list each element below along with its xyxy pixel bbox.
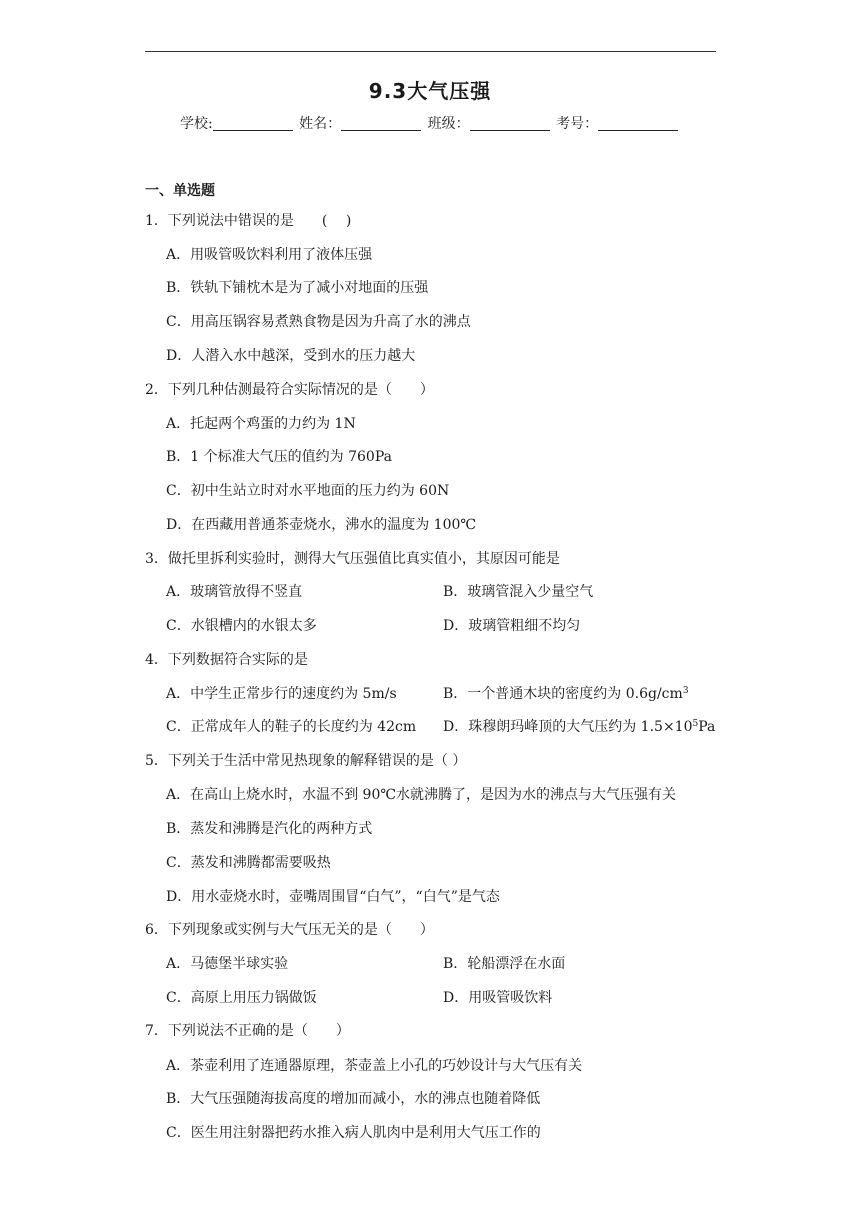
q6-option-b: B．轮船漂浮在水面	[443, 956, 566, 972]
q5-option-b: B．蒸发和沸腾是汽化的两种方式	[166, 821, 373, 837]
question-4: 4．下列数据符合实际的是	[145, 652, 308, 668]
question-2: 2．下列几种估测最符合实际情况的是（ ）	[145, 382, 434, 398]
school-label: 学校:	[180, 116, 213, 132]
name-label: 姓名：	[299, 116, 342, 132]
q4-option-b: B．一个普通木块的密度约为 $0.6g/cm^3$	[443, 686, 689, 702]
q1-option-b: B．铁轨下铺枕木是为了减小对地面的压强	[166, 280, 429, 296]
q2-option-c: C．初中生站立时对水平地面的压力约为 60N	[166, 483, 450, 499]
header-rule	[145, 51, 716, 52]
page-title: 9.3大气压强	[368, 79, 492, 103]
name-blank[interactable]	[341, 116, 421, 131]
q3-option-c: C．水银槽内的水银太多	[166, 618, 317, 634]
school-blank[interactable]	[213, 116, 293, 131]
q7-option-c: C．医生用注射器把药水推入病人肌肉中是利用大气压工作的	[166, 1125, 541, 1141]
exam-no-blank[interactable]	[598, 116, 678, 131]
q4-option-c: C．正常成年人的鞋子的长度约为 42cm	[166, 719, 417, 735]
q3-option-a: A．玻璃管放得不竖直	[166, 584, 303, 600]
question-5: 5．下列关于生活中常见热现象的解释错误的是（ ）	[145, 753, 467, 769]
q5-option-a: A．在高山上烧水时，水温不到 90℃水就沸腾了，是因为水的沸点与大气压强有关	[166, 787, 677, 803]
q6-option-c: C．高原上用压力锅做饭	[166, 990, 317, 1006]
q2-option-b: B．1 个标准大气压的值约为 760Pa	[166, 449, 392, 465]
q7-option-a: A．茶壶利用了连通器原理，茶壶盖上小孔的巧妙设计与大气压有关	[166, 1058, 583, 1074]
student-info-line	[180, 113, 680, 133]
q1-option-d: D．人潜入水中越深，受到水的压力越大	[166, 348, 416, 364]
q3-option-d: D．玻璃管粗细不均匀	[443, 618, 581, 634]
q5-option-c: C．蒸发和沸腾都需要吸热	[166, 855, 331, 871]
q1-option-a: A．用吸管吸饮料利用了液体压强	[166, 247, 373, 263]
q2-option-a: A．托起两个鸡蛋的力约为 1N	[166, 416, 356, 432]
question-7: 7．下列说法不正确的是（ ）	[145, 1023, 350, 1039]
q1-option-c: C．用高压锅容易煮熟食物是因为升高了水的沸点	[166, 314, 471, 330]
section-heading: 一、单选题	[145, 183, 215, 199]
exam-no-label: 考号：	[556, 116, 599, 132]
q4-option-a: A．中学生正常步行的速度约为 5m/s	[166, 686, 397, 702]
question-6: 6．下列现象或实例与大气压无关的是（ ）	[145, 922, 434, 938]
q6-option-d: D．用吸管吸饮料	[443, 990, 553, 1006]
q3-option-b: B．玻璃管混入少量空气	[443, 584, 594, 600]
q4-option-d: D．珠穆朗玛峰顶的大气压约为 $1.5\times 10^5Pa$	[443, 719, 716, 735]
q2-option-d: D．在西藏用普通茶壶烧水，沸水的温度为 100℃	[166, 517, 477, 533]
class-label: 班级：	[427, 116, 470, 132]
question-1: 1．下列说法中错误的是 ( )	[145, 213, 352, 229]
q6-option-a: A．马德堡半球实验	[166, 956, 289, 972]
q7-option-b: B．大气压强随海拔高度的增加而减小，水的沸点也随着降低	[166, 1091, 541, 1107]
class-blank[interactable]	[470, 116, 550, 131]
q5-option-d: D．用水壶烧水时，壶嘴周围冒“白气”，“白气”是气态	[166, 889, 500, 905]
question-3: 3．做托里拆利实验时，测得大气压强值比真实值小，其原因可能是	[145, 551, 560, 567]
